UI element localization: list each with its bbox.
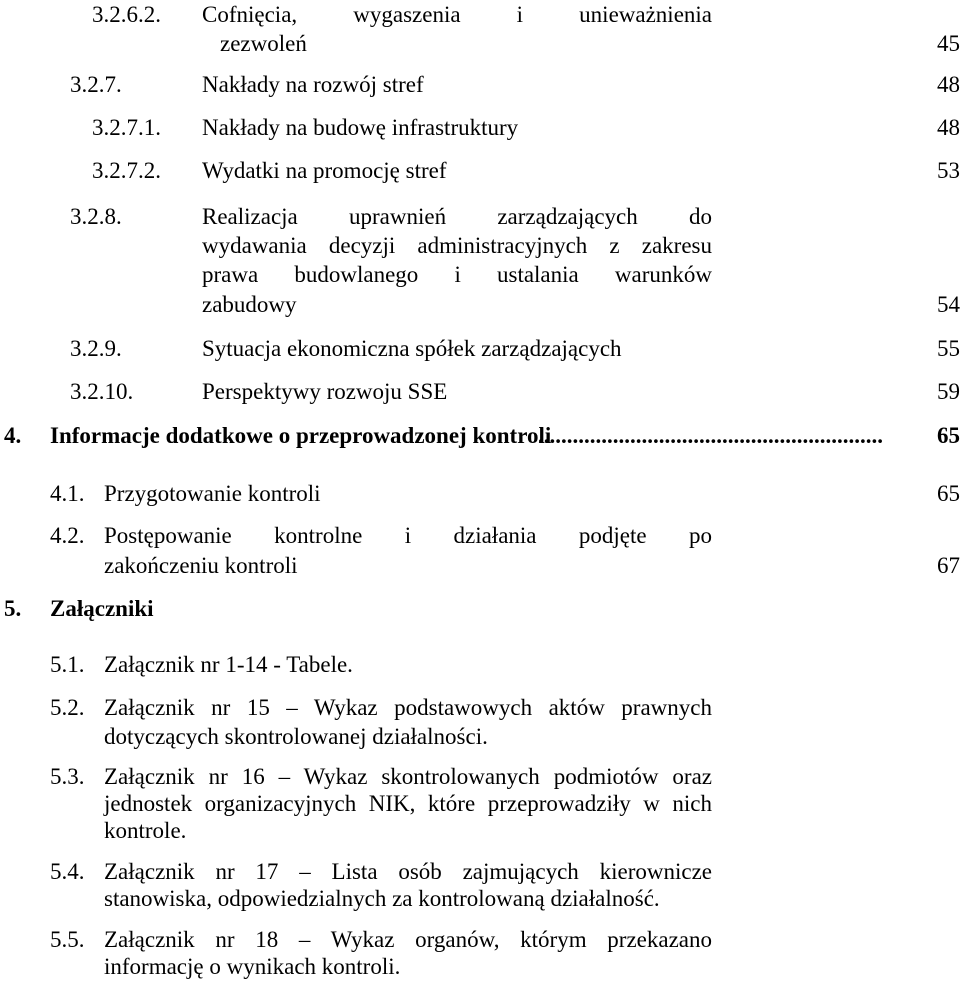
entry-number: 3.2.8. [70, 204, 122, 229]
entry-title-line: zabudowy [202, 292, 297, 317]
dot-leader: ............................................................ [538, 423, 883, 448]
entry-number: 5.3. [50, 764, 85, 789]
entry-title: Informacje dodatkowe o przeprowadzonej kontroli [50, 423, 552, 448]
entry-page-number: 54 [937, 292, 960, 317]
entry-number: 3.2.10. [70, 379, 134, 404]
entry-number: 3.2.7.1. [92, 115, 161, 140]
entry-title-line: Załącznik nr 15 – Wykaz podstawowych aktów prawnych [104, 695, 712, 720]
entry-number: 5.5. [50, 927, 85, 952]
entry-title-line: prawa budowlanego i ustalania warunków [202, 262, 712, 287]
entry-title-line: Załącznik nr 17 – Lista osób zajmujących kierownicze [104, 859, 712, 884]
entry-page-number: 59 [937, 379, 960, 404]
entry-title-line: jednostek organizacyjnych NIK, które przeprowadziły w nich [104, 791, 712, 816]
entry-page-number: 65 [937, 481, 960, 506]
entry-title-line: Cofnięcia, wygaszenia i unieważnienia [202, 2, 712, 27]
entry-number: 3.2.9. [70, 336, 122, 361]
entry-number: 5.4. [50, 859, 85, 884]
entry-number: 4. [4, 423, 22, 448]
entry-title-line: Załącznik nr 16 – Wykaz skontrolowanych podmiotów oraz [104, 764, 712, 789]
entry-title: Nakłady na budowę infrastruktury [202, 115, 519, 140]
entry-title: Perspektywy rozwoju SSE [202, 379, 448, 404]
entry-title: Załączniki [50, 596, 154, 621]
entry-title: Przygotowanie kontroli [104, 481, 321, 506]
entry-title-line: stanowiska, odpowiedzialnych za kontrolowaną działalność. [104, 886, 660, 911]
entry-number: 3.2.6.2. [92, 2, 161, 27]
entry-page-number: 55 [937, 336, 960, 361]
entry-page-number: 48 [937, 115, 960, 140]
entry-title-line: wydawania decyzji administracyjnych z zakresu [202, 233, 712, 258]
entry-page-number: 53 [937, 158, 960, 183]
entry-title-line: dotyczących skontrolowanej działalności. [104, 724, 488, 749]
entry-number: 4.2. [50, 523, 85, 548]
entry-title-line: Załącznik nr 18 – Wykaz organów, którym przekazano [104, 927, 712, 952]
entry-title-line: zakończeniu kontroli [104, 553, 298, 578]
entry-number: 5.2. [50, 695, 85, 720]
entry-title-line: zezwoleń [220, 31, 307, 56]
entry-page-number: 48 [937, 72, 960, 97]
entry-page-number: 67 [937, 553, 960, 578]
entry-title: Wydatki na promocję stref [202, 158, 447, 183]
entry-page-number: 45 [937, 31, 960, 56]
entry-title: Sytuacja ekonomiczna spółek zarządzających [202, 336, 622, 361]
entry-title: Załącznik nr 1-14 - Tabele. [104, 652, 353, 677]
entry-title: Nakłady na rozwój stref [202, 72, 424, 97]
entry-title-line: kontrole. [104, 818, 187, 843]
entry-number: 5.1. [50, 652, 85, 677]
entry-title-line: Postępowanie kontrolne i działania podjęte po [104, 523, 712, 548]
entry-title-line: Realizacja uprawnień zarządzających do [202, 204, 712, 229]
entry-number: 5. [4, 596, 22, 621]
entry-number: 3.2.7. [70, 72, 122, 97]
entry-page-number: 65 [937, 423, 960, 448]
entry-number: 4.1. [50, 481, 85, 506]
entry-number: 3.2.7.2. [92, 158, 161, 183]
entry-title-line: informację o wynikach kontroli. [104, 954, 401, 979]
